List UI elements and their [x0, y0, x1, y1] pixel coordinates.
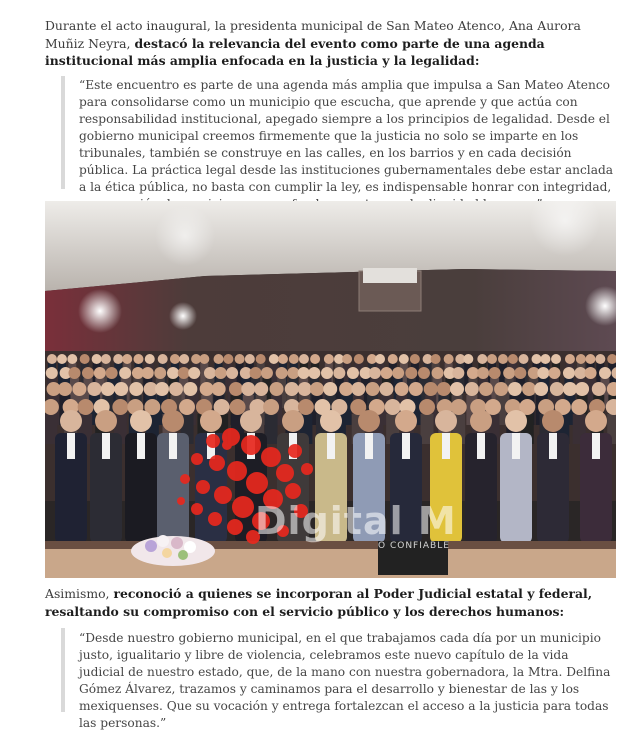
front-row-head: [542, 410, 564, 432]
audience-head: [101, 382, 115, 396]
audience-head: [154, 367, 166, 379]
logo-dot: [177, 497, 185, 505]
audience-head: [467, 367, 479, 379]
audience-head: [101, 354, 111, 364]
logo-dot: [222, 440, 232, 450]
audience-head: [522, 382, 536, 396]
stage-floor: [45, 546, 616, 578]
audience-head: [229, 382, 243, 396]
audience-head: [375, 354, 385, 364]
audience-head: [465, 382, 479, 396]
audience-head: [563, 382, 577, 396]
audience-head: [235, 354, 245, 364]
front-row-head: [130, 410, 152, 432]
audience-head: [508, 354, 518, 364]
audience-head: [308, 367, 320, 379]
audience-head: [204, 367, 216, 379]
audience-head: [113, 354, 123, 364]
audience-head: [571, 399, 587, 415]
logo-dot: [227, 461, 247, 481]
audience-head: [514, 367, 526, 379]
audience-head: [250, 367, 262, 379]
logo-dot: [246, 472, 268, 494]
audience-head: [444, 354, 454, 364]
logo-dot: [288, 444, 302, 458]
audience-head: [112, 399, 128, 415]
audience-head: [270, 382, 284, 396]
audience-head: [399, 354, 409, 364]
audience-head: [477, 367, 489, 379]
audience-head: [537, 367, 549, 379]
audience-head: [80, 354, 90, 364]
audience-head: [114, 382, 128, 396]
audience-head: [576, 354, 586, 364]
logo-dot: [241, 435, 261, 455]
audience-head: [122, 354, 132, 364]
front-row-head: [435, 410, 457, 432]
audience-head: [477, 354, 487, 364]
watermark-text: Digital M: [255, 499, 457, 543]
audience-head: [519, 354, 529, 364]
audience-head: [241, 382, 255, 396]
audience-head: [424, 382, 438, 396]
audience-head: [214, 354, 224, 364]
front-row-head: [162, 410, 184, 432]
audience-head: [310, 354, 320, 364]
audience-head: [179, 354, 189, 364]
audience-head: [298, 367, 310, 379]
audience-head: [67, 354, 77, 364]
quote-block-1: [61, 76, 614, 194]
audience-head: [68, 367, 80, 379]
front-row-head: [505, 410, 527, 432]
audience-head: [342, 354, 352, 364]
audience-head: [410, 354, 420, 364]
audience-head: [145, 354, 155, 364]
audience-head: [418, 367, 430, 379]
audience-head: [323, 382, 337, 396]
audience-head: [479, 382, 493, 396]
audience-head: [366, 382, 380, 396]
audience-head: [298, 399, 314, 415]
audience-head: [585, 367, 597, 379]
audience-head: [494, 382, 508, 396]
audience-head: [133, 354, 143, 364]
audience-head: [78, 399, 94, 415]
audience-head: [200, 382, 214, 396]
audience-head: [551, 354, 561, 364]
front-row-head: [320, 410, 342, 432]
audience-head: [167, 367, 179, 379]
front-row-head: [200, 410, 222, 432]
audience-head: [82, 367, 94, 379]
intro-text: Durante el acto inaugural, la presidenta municipal de San Mateo Atenco, Ana Aurora Muñiz Neyra,: [45, 18, 581, 51]
audience-head: [57, 354, 67, 364]
audience-head: [199, 354, 209, 364]
audience-head: [419, 399, 435, 415]
audience-head: [183, 382, 197, 396]
audience-head: [388, 354, 398, 364]
audience-head: [595, 354, 605, 364]
audience-head: [129, 382, 143, 396]
quote-1-text: “Este encuentro es parte de una agenda más amplia que impulsa a San Mateo Atenco para consolidarse como un municipio que escucha, que aprende y que actúa con responsabilidad institucional, apegado siempre a los principios de legalidad. Desde el gobierno municipal creemos firmemente que la justicia no solo se imparte en los tribunales, también se construye en las calles, en los barrios y en cada decisión pública. La práctica legal desde las instituciones gubernamentales debe estar anclada a la ética pública, no basta con cumplir la ley, es indispensable honrar con integridad,: [79, 78, 614, 194]
audience-head: [106, 367, 118, 379]
second-paragraph: [45, 585, 615, 620]
logo-dot: [285, 483, 301, 499]
audience-head: [47, 354, 57, 364]
audience-head: [531, 354, 541, 364]
front-row-head: [95, 410, 117, 432]
audience-head: [395, 382, 409, 396]
audience-head: [534, 382, 548, 396]
audience-head: [405, 367, 417, 379]
audience-head: [432, 367, 444, 379]
audience-head: [369, 367, 381, 379]
quote-2-text: “Desde nuestro gobierno municipal, en el que trabajamos cada día por un municipio justo, igualitario y libre de violencia, celebramos este nuevo capítulo de la vida judicial de nuestro estado, que, de la mano con nuestra gobernadora, la Mtra. Delfina Gómez Álvarez, trazamos y caminamos para el desarrollo y bienestar de las y los mexiquenses. Que su vocación y entrega fortalezcan el acceso a la justicia para todas las personas.”: [79, 631, 611, 730]
logo-dot: [191, 503, 203, 515]
logo-dot: [214, 486, 232, 504]
audience-head: [489, 367, 501, 379]
audience-head: [392, 367, 404, 379]
audience-head: [508, 382, 522, 396]
audience-head: [463, 354, 473, 364]
audience-head: [450, 382, 464, 396]
audience-head: [269, 354, 279, 364]
quote-block-2: [61, 628, 614, 730]
audience-head: [565, 354, 575, 364]
audience-head: [347, 367, 359, 379]
logo-dot: [196, 480, 210, 494]
intro-bold-text: destacó la relevancia del evento como parte de una agenda institucional más amplia enfocada en la justicia y la legalidad:: [45, 35, 545, 68]
audience-head: [324, 354, 334, 364]
audience-head: [409, 382, 423, 396]
audience-head: [226, 367, 238, 379]
front-row-head: [358, 410, 380, 432]
audience-head: [223, 354, 233, 364]
audience-head: [256, 354, 266, 364]
logo-dot: [191, 453, 203, 465]
audience-head: [188, 367, 200, 379]
audience-head: [498, 354, 508, 364]
audience-head: [263, 399, 279, 415]
front-row-head: [282, 410, 304, 432]
audience-head: [298, 382, 312, 396]
audience-head: [278, 354, 288, 364]
audience-head: [254, 382, 268, 396]
audience-head: [385, 399, 401, 415]
audience-head: [94, 367, 106, 379]
audience-head: [381, 367, 393, 379]
audience-head: [437, 382, 451, 396]
logo-dot: [232, 496, 254, 518]
intro-paragraph: [45, 17, 615, 70]
audience-head: [299, 354, 309, 364]
audience-head: [585, 354, 595, 364]
audience-head: [333, 367, 345, 379]
audience-head: [261, 367, 273, 379]
audience-head: [276, 367, 288, 379]
audience-head: [230, 399, 246, 415]
audience-head: [170, 354, 180, 364]
audience-head: [169, 382, 183, 396]
audience-head: [592, 382, 606, 396]
audience-head: [431, 354, 441, 364]
event-photo: [45, 201, 616, 578]
audience-head: [119, 367, 131, 379]
audience-head: [212, 382, 226, 396]
second-text: Asimismo,: [45, 586, 114, 601]
audience-head: [287, 367, 299, 379]
second-bold-text: reconoció a quienes se incorporan al Poder Judicial estatal y federal, resaltando su compromiso con el servicio público y los derechos humanos:: [45, 586, 593, 619]
logo-dot: [301, 463, 313, 475]
watermark-subtext: O CONFIABLE: [378, 541, 450, 551]
audience-head: [550, 382, 564, 396]
audience-head: [503, 367, 515, 379]
logo-dot: [227, 519, 243, 535]
logo-dot: [276, 464, 294, 482]
audience-head: [452, 367, 464, 379]
audience-head: [548, 367, 560, 379]
front-row-head: [240, 410, 262, 432]
audience-head: [46, 367, 58, 379]
audience-head: [142, 367, 154, 379]
audience-head: [158, 354, 168, 364]
front-row-head: [470, 410, 492, 432]
audience-head: [289, 354, 299, 364]
audience-head: [245, 354, 255, 364]
front-row-head: [60, 410, 82, 432]
audience-head: [599, 367, 611, 379]
audience-head: [575, 382, 589, 396]
audience-head: [285, 382, 299, 396]
audience-head: [339, 382, 353, 396]
audience-head: [87, 382, 101, 396]
logo-dot: [180, 474, 190, 484]
audience-head: [310, 382, 324, 396]
front-row-head: [585, 410, 607, 432]
audience-head: [92, 354, 102, 364]
logo-dot: [208, 512, 222, 526]
audience-head: [354, 354, 364, 364]
audience-head: [215, 367, 227, 379]
audience-head: [563, 367, 575, 379]
audience-head: [487, 354, 497, 364]
audience-head: [179, 399, 195, 415]
audience-head: [72, 382, 86, 396]
audience-head: [351, 382, 365, 396]
audience-head: [178, 367, 190, 379]
audience-head: [58, 382, 72, 396]
audience-head: [379, 382, 393, 396]
logo-dot: [209, 455, 225, 471]
logo-dot: [261, 447, 281, 467]
audience-head: [155, 382, 169, 396]
front-row-head: [395, 410, 417, 432]
logo-dot: [206, 434, 220, 448]
audience-head: [540, 354, 550, 364]
audience-head: [321, 367, 333, 379]
